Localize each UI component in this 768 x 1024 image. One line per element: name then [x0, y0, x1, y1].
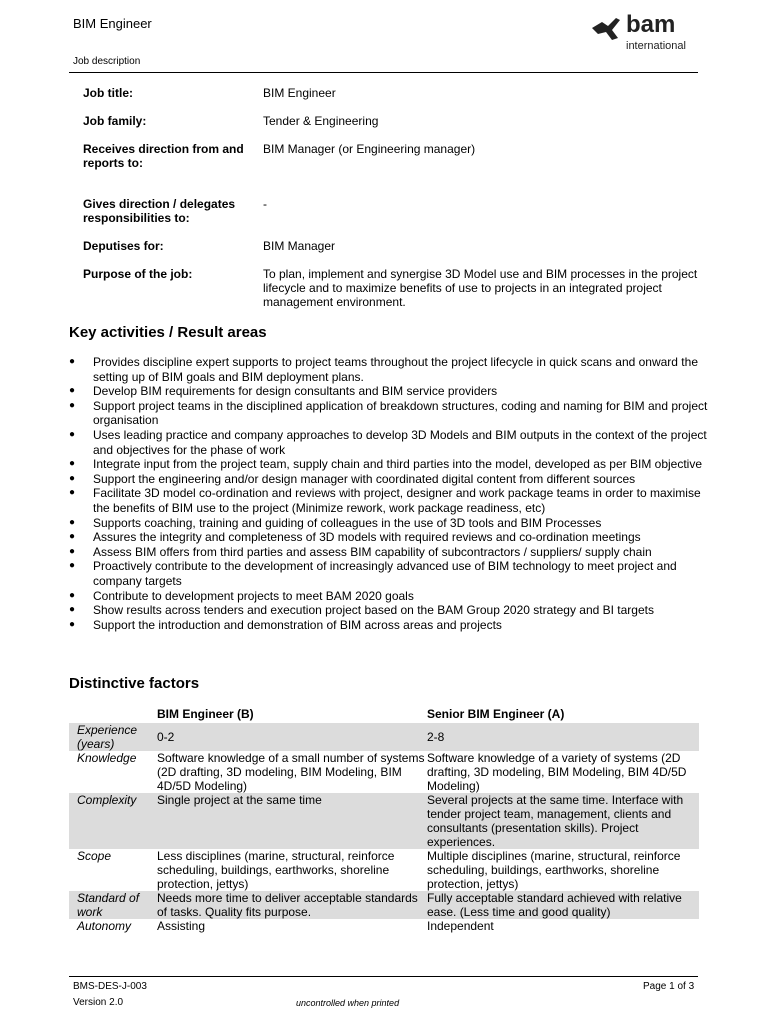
meta-value: -: [263, 197, 267, 211]
table-row: [69, 849, 699, 891]
row-label: Complexity: [69, 793, 157, 849]
bird-icon: [590, 16, 624, 42]
bullet-icon: ●: [69, 487, 76, 499]
table-header-row: [69, 707, 699, 723]
list-item: ● Contribute to development projects to meet BAM 2020 goals: [69, 588, 414, 603]
distinctive-factors-table: [69, 707, 699, 933]
meta-label: Deputises for:: [83, 239, 164, 253]
table-row: [69, 891, 699, 919]
table-row: [69, 919, 699, 933]
bullet-icon: ●: [69, 516, 76, 528]
list-item: ● Assess BIM offers from third parties and assess BIM capability of subcontractors / suppliers/ supply chain: [69, 544, 652, 559]
row-label: Scope: [77, 849, 112, 863]
row-label: Autonomy: [77, 919, 132, 933]
page-number: Page 1 of 3: [643, 981, 695, 992]
column-header-b: BIM Engineer (B): [157, 707, 254, 721]
meta-label: Gives direction / delegates responsibilities to:: [83, 197, 236, 225]
bullet-icon: ●: [69, 385, 76, 397]
bullet-icon: ●: [69, 560, 76, 572]
cell-a: Several projects at the same time. Interface with tender project team, management, clients and consultants (presentation skills). Project experiences.: [427, 793, 699, 849]
cell-b: Single project at the same time: [157, 793, 427, 849]
bullet-icon: ●: [69, 589, 76, 601]
meta-label: Job title:: [83, 86, 133, 100]
meta-label: Receives direction from and reports to:: [83, 142, 244, 170]
document-title: BIM Engineer: [73, 16, 152, 31]
job-meta-table: [83, 86, 698, 309]
meta-label: Job family:: [83, 114, 147, 128]
list-item: ● Assures the integrity and completeness of 3D models with required reviews and co-ordination meetings: [69, 530, 641, 545]
header-divider: [69, 72, 698, 73]
footer-divider: [69, 976, 698, 977]
list-item: ● Facilitate 3D model co-ordination and reviews with project, designer and work package teams in order to maximise the benefits of BIM use to the project (Minimize rework, work package readiness, etc): [69, 486, 701, 515]
cell-a: 2-8: [427, 723, 699, 751]
meta-row-job-family: [83, 114, 698, 142]
cell-a: Software knowledge of a variety of systems (2D drafting, 3D modeling, BIM Modeling, BIM 4D/5D Modeling): [427, 751, 687, 793]
list-item: ● Support project teams in the disciplined application of breakdown structures, coding and naming for BIM and project organisation: [69, 398, 708, 428]
list-item: ● Supports coaching, training and guiding of colleagues in the use of 3D tools and BIM Processes: [69, 515, 602, 530]
bullet-icon: ●: [69, 399, 76, 411]
cell-b: Assisting: [157, 919, 206, 933]
row-label: Experience (years): [69, 723, 157, 751]
meta-row-deputises: [83, 239, 698, 267]
meta-value: BIM Engineer: [263, 86, 336, 100]
table-row: [69, 793, 699, 849]
bullet-icon: ●: [69, 356, 76, 367]
row-label: Knowledge: [77, 751, 137, 765]
list-item: ● Show results across tenders and execution project based on the BAM Group 2020 strategy and BI targets: [69, 603, 654, 618]
meta-row-job-title: [83, 86, 698, 114]
cell-b: Needs more time to deliver acceptable standards of tasks. Quality fits purpose.: [157, 891, 427, 919]
meta-value: BIM Manager (or Engineering manager): [263, 142, 476, 156]
document-subtitle: Job description: [73, 56, 141, 67]
cell-b: Less disciplines (marine, structural, reinforce scheduling, buildings, earthworks, shoreline protection, jettys): [157, 849, 395, 891]
meta-value: BIM Manager: [263, 239, 336, 253]
meta-row-delegates: [83, 197, 698, 239]
table-row: [69, 723, 699, 751]
bullet-icon: ●: [69, 428, 76, 440]
bullet-icon: ●: [69, 531, 76, 543]
meta-row-reports-to: [83, 142, 698, 197]
column-header-a: Senior BIM Engineer (A): [427, 707, 565, 721]
bullet-icon: ●: [69, 604, 76, 616]
meta-row-purpose: [83, 267, 698, 309]
logo-subtext: international: [626, 40, 686, 52]
list-item: ● Develop BIM requirements for design consultants and BIM service providers: [69, 384, 498, 399]
bullet-icon: ●: [69, 472, 76, 484]
document-code: BMS-DES-J-003: [73, 981, 147, 992]
meta-value: To plan, implement and synergise 3D Model use and BIM processes in the project lifecycle and to maximize benefits of use to projects in an integrated project management environment.: [263, 267, 698, 309]
list-item: ● Provides discipline expert supports to project teams throughout the project lifecycle in quick scans and onward the setting up of BIM goals and BIM deployment plans.: [69, 355, 698, 384]
logo-word: bam: [626, 11, 676, 38]
print-note: uncontrolled when printed: [296, 998, 400, 1008]
activities-list: [69, 355, 709, 632]
document-version: Version 2.0: [73, 997, 124, 1008]
meta-label: Purpose of the job:: [83, 267, 193, 281]
row-label: Standard of work: [69, 891, 157, 919]
cell-b: Software knowledge of a small number of systems (2D drafting, 3D modeling, BIM Modeling, BIM 4D/5D Modeling): [157, 751, 425, 793]
cell-b: 0-2: [157, 723, 427, 751]
list-item: ● Support the introduction and demonstration of BIM across areas and projects: [69, 617, 502, 632]
bullet-icon: ●: [69, 458, 76, 470]
factors-heading: Distinctive factors: [69, 675, 200, 692]
cell-a: Independent: [427, 919, 494, 933]
list-item: ● Uses leading practice and company approaches to develop 3D Models and BIM outputs in the context of the project and objectives for the phase of work: [69, 427, 707, 457]
list-item: ● Proactively contribute to the development of increasingly advanced use of BIM technology to meet project and company targets: [69, 559, 677, 588]
meta-value: Tender & Engineering: [263, 114, 379, 128]
bam-logo: [590, 11, 700, 56]
column-header-label: [69, 707, 157, 723]
bullet-icon: ●: [69, 618, 76, 630]
list-item: ● Support the engineering and/or design manager with coordinated digital content from different sources: [69, 471, 636, 486]
list-item: ● Integrate input from the project team, supply chain and third parties into the model, developed as per BIM objective: [69, 457, 703, 472]
activities-heading: Key activities / Result areas: [69, 324, 267, 341]
table-row: [69, 751, 699, 793]
cell-a: Fully acceptable standard achieved with relative ease. (Less time and good quality): [427, 891, 699, 919]
bullet-icon: ●: [69, 545, 76, 557]
cell-a: Multiple disciplines (marine, structural, reinforce scheduling, buildings, earthworks, shoreline protection, jettys): [427, 849, 681, 891]
